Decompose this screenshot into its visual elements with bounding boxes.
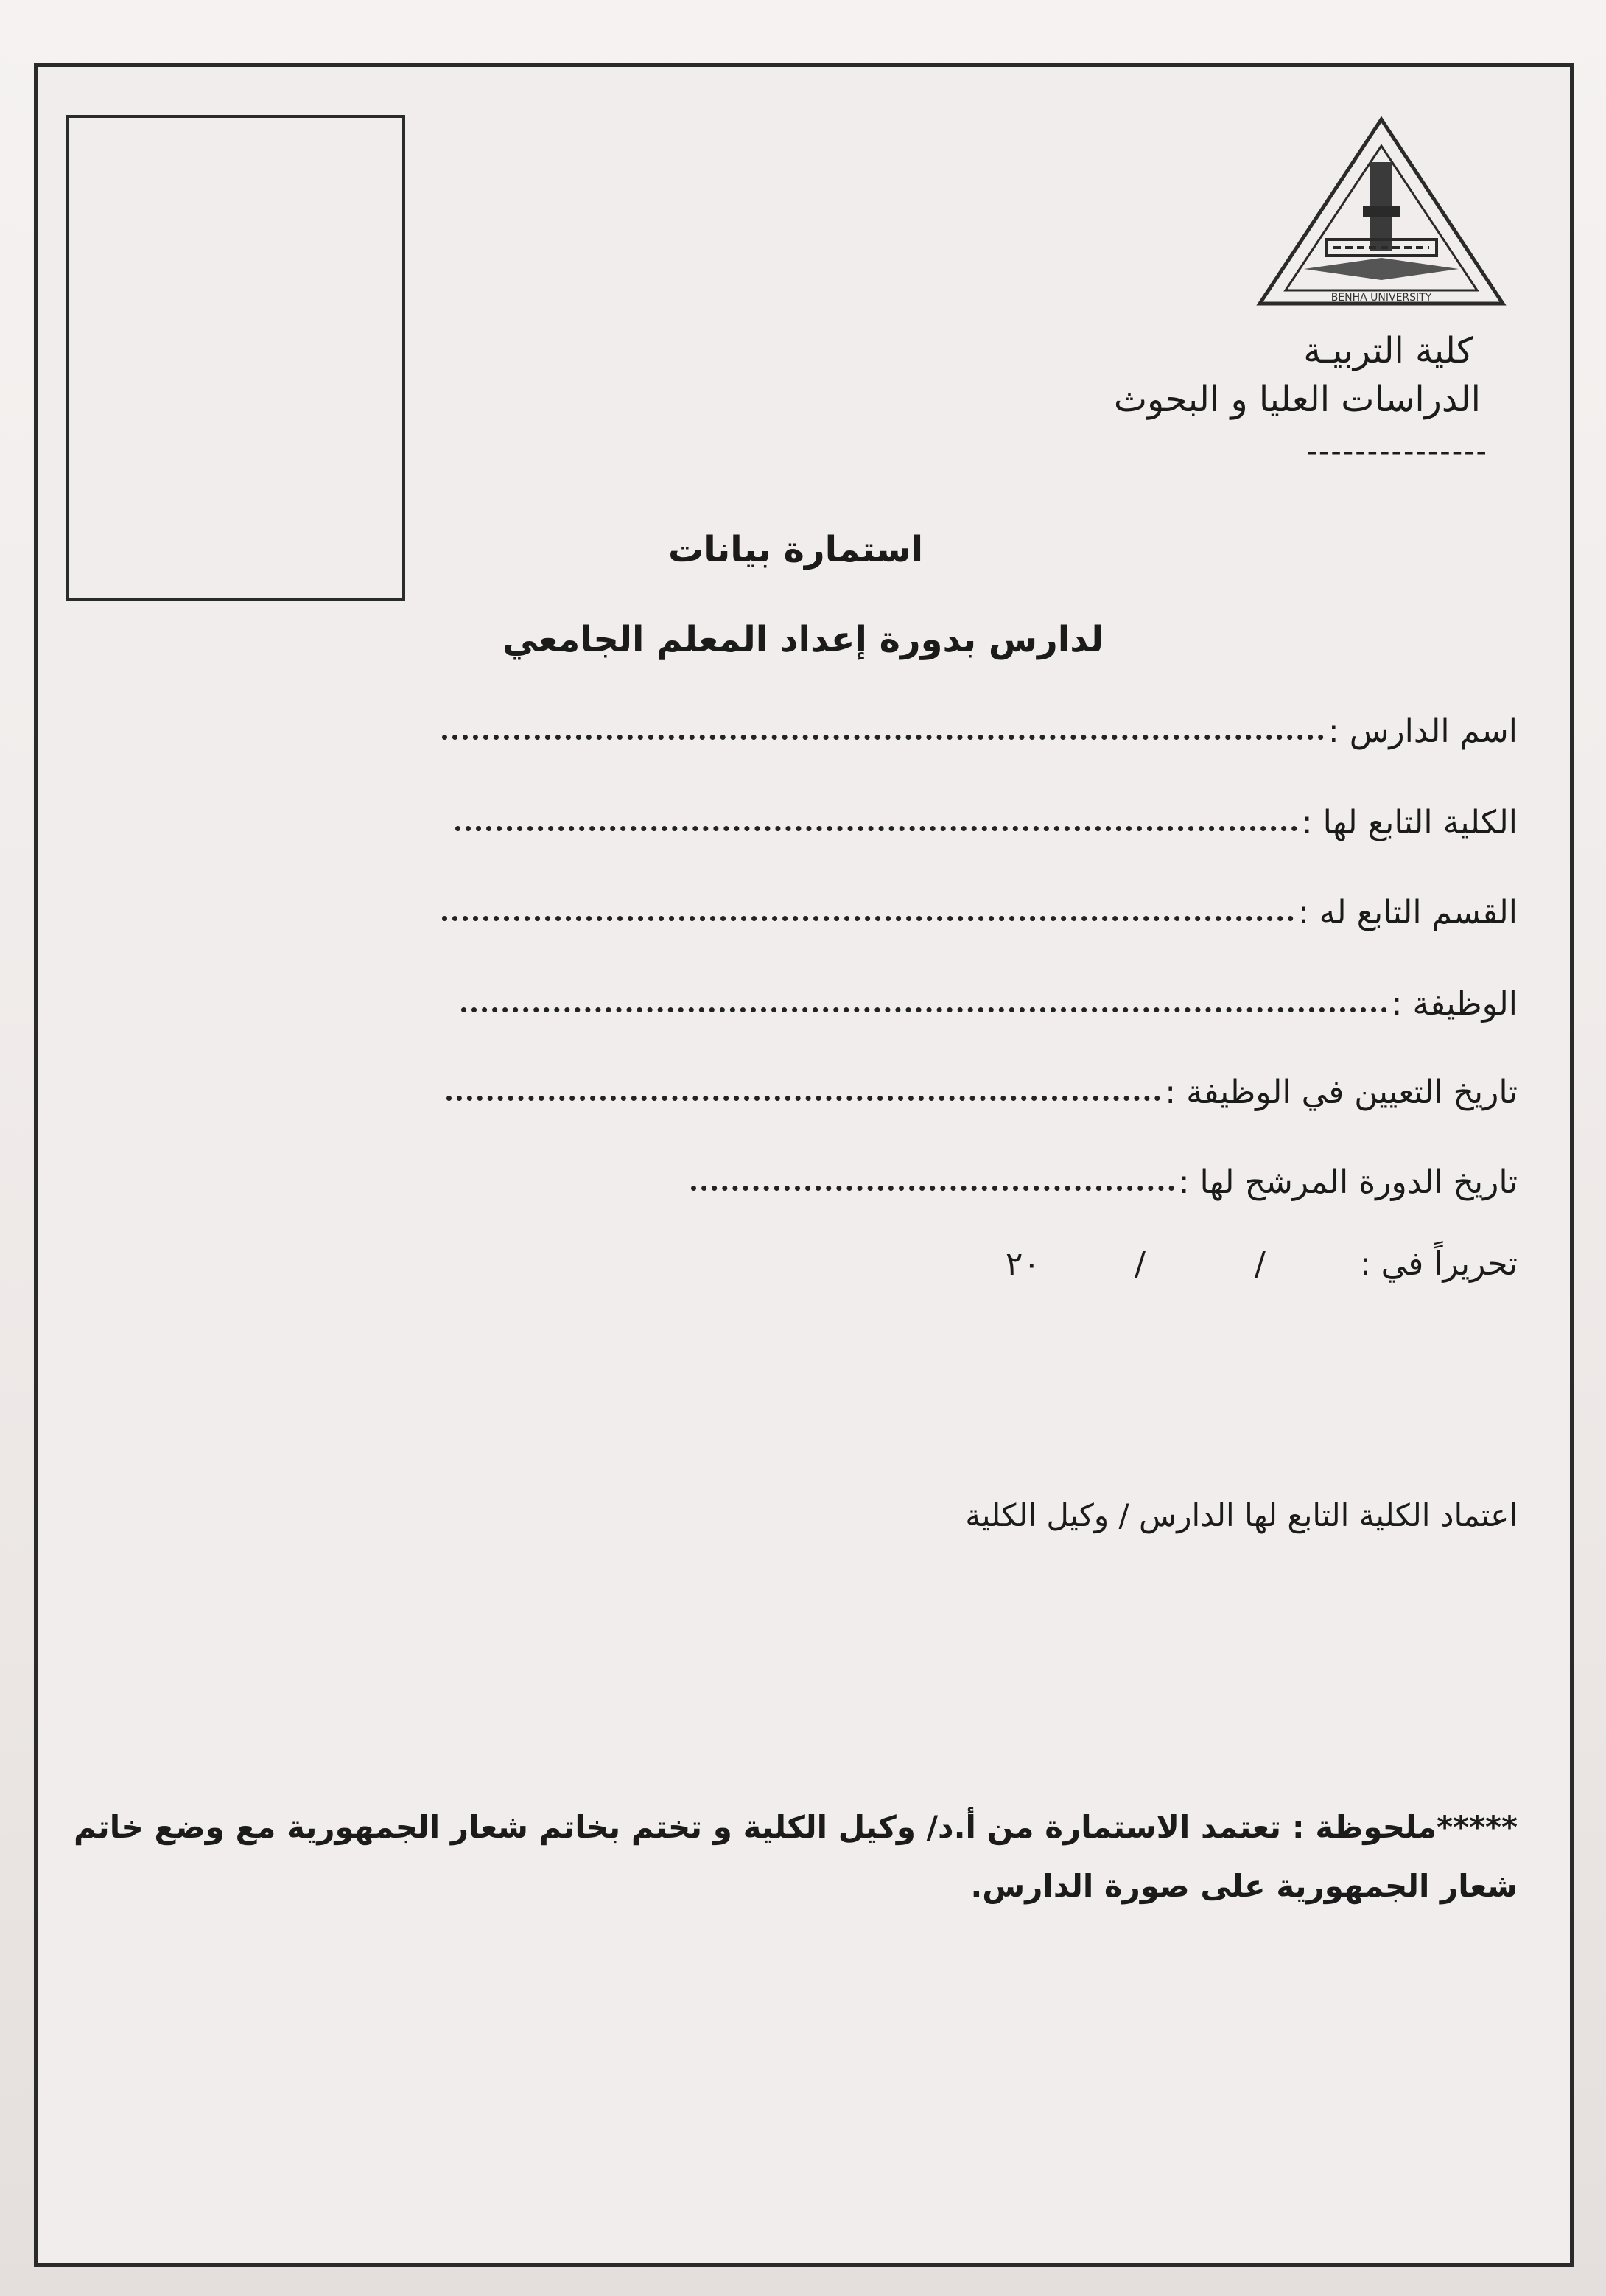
field-student-name [442, 706, 1518, 750]
date-separator: / [1135, 1245, 1146, 1283]
field-label: تاريخ الدورة المرشح لها : [1178, 1163, 1518, 1201]
field-label: اسم الدارس : [1328, 713, 1518, 750]
form-title: استمارة بيانات [667, 529, 924, 570]
college-name: كلية التربيـة [1303, 330, 1473, 371]
field-appointment-date [446, 1067, 1518, 1111]
department-name: الدراسات العليا و البحوث [1113, 379, 1481, 420]
photo-box [66, 115, 405, 601]
fill-in-line[interactable] [461, 1000, 1387, 1012]
fill-in-line[interactable] [691, 1178, 1174, 1191]
note-text: *****ملحوظة : تعتمد الاستمارة من أ.د/ وكيل الكلية و تختم بخاتم شعار الجمهورية مع وضع خاتم شعار الجمهورية على صورة الدارس. [74, 1809, 1518, 1904]
field-course-date [691, 1157, 1518, 1201]
header-separator: --------------- [1306, 435, 1488, 469]
date-label: تحريراً في : [1359, 1245, 1518, 1283]
field-job-title [461, 979, 1518, 1023]
fill-in-line[interactable] [455, 819, 1297, 831]
approval-line: اعتماد الكلية التابع لها الدارس / وكيل الكلية [965, 1497, 1518, 1533]
field-department [442, 887, 1518, 931]
university-logo-icon [1252, 111, 1510, 317]
fill-in-line[interactable] [442, 909, 1294, 921]
field-label: تاريخ التعيين في الوظيفة : [1165, 1074, 1518, 1111]
field-label: الوظيفة : [1391, 985, 1518, 1023]
year-prefix: ٢٠ [1005, 1245, 1041, 1283]
field-college [455, 797, 1518, 841]
fill-in-line[interactable] [442, 727, 1324, 740]
form-subtitle: لدارس بدورة إعداد المعلم الجامعي [502, 619, 1104, 660]
fill-in-line[interactable] [446, 1088, 1160, 1101]
field-label: القسم التابع له : [1297, 894, 1518, 931]
date-separator: / [1254, 1245, 1266, 1283]
svg-text:BENHA UNIVERSITY: BENHA UNIVERSITY [1330, 292, 1432, 304]
field-label: الكلية التابع لها : [1301, 804, 1518, 841]
issue-date-line [1006, 1245, 1518, 1283]
